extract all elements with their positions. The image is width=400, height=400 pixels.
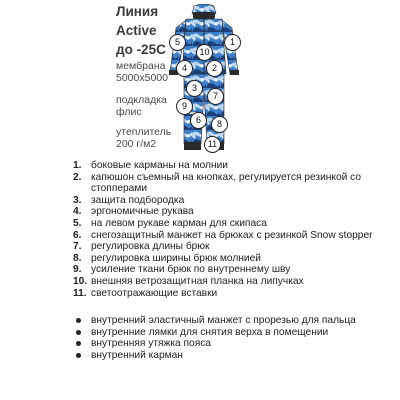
- bullet-icon: [76, 330, 81, 335]
- feature-number: 6.: [73, 229, 82, 241]
- feature-text: регулировка ширины брюк молнией: [91, 252, 261, 264]
- bullet-icon: [76, 353, 81, 358]
- extras-item: [73, 327, 398, 339]
- extras-item: [73, 350, 398, 362]
- extras-text: внутренний эластичный манжет с прорезью для пальца: [91, 315, 356, 326]
- spec-insulation-label: утеплитель: [116, 126, 172, 138]
- feature-text: на левом рукаве карман для скипаса: [91, 217, 267, 229]
- feature-text: внешняя ветрозащитная планка на липучках: [91, 275, 304, 287]
- title-line-2: Active: [116, 23, 157, 38]
- callout-9: 9: [176, 98, 193, 115]
- extras-item: [73, 338, 398, 350]
- feature-number: 3.: [73, 194, 82, 206]
- spec-lining-value: флис: [116, 106, 142, 118]
- feature-text: эргономичные рукава: [91, 206, 194, 218]
- feature-item: [73, 276, 398, 288]
- extras-list: [73, 315, 398, 361]
- extras-text: внутренний карман: [91, 349, 183, 361]
- feature-number: 10.: [73, 275, 88, 287]
- feature-text: регулировка длины брюк: [91, 241, 210, 253]
- callout-11: 11: [204, 136, 221, 153]
- product-line-title: [116, 2, 166, 59]
- feature-item: [73, 253, 398, 265]
- callout-4: 4: [176, 60, 193, 77]
- feature-item: [73, 230, 398, 242]
- extras-item: [73, 315, 398, 327]
- title-line-3: до -25С: [116, 42, 166, 57]
- feature-item: [73, 264, 398, 276]
- spec-membrane: [116, 60, 168, 84]
- callout-1: 1: [224, 34, 241, 51]
- extras-text: внутренняя утяжка пояса: [91, 338, 211, 350]
- callout-5: 5: [169, 34, 186, 51]
- spec-lining: [116, 94, 167, 118]
- feature-number: 4.: [73, 206, 82, 218]
- feature-number: 2.: [73, 171, 82, 183]
- feature-item: [73, 288, 398, 300]
- feature-list: [73, 160, 398, 299]
- feature-text: светоотражающие вставки: [91, 287, 218, 299]
- title-line-1: Линия: [116, 4, 159, 19]
- feature-text: защита подбородка: [91, 194, 185, 206]
- right-cuff: [230, 70, 239, 75]
- callout-2: 2: [206, 60, 223, 77]
- feature-item: [73, 160, 398, 172]
- feature-item: [73, 172, 398, 195]
- feature-number: 7.: [73, 241, 82, 253]
- collar: [193, 12, 215, 19]
- feature-text: усиление ткани брюк по внутреннему шву: [91, 264, 291, 276]
- bullet-icon: [76, 341, 81, 346]
- feature-number: 9.: [73, 264, 82, 276]
- callout-6: 6: [190, 112, 207, 129]
- feature-number: 5.: [73, 217, 82, 229]
- snowsuit-illustration: [164, 4, 244, 152]
- spec-insulation: [116, 126, 171, 150]
- left-pant-cuff: [184, 142, 201, 150]
- feature-text: капюшон съемный на кнопках, регулируется резинкой со стопперами: [91, 171, 362, 195]
- spec-lining-label: подкладка: [116, 94, 167, 106]
- callout-10: 10: [196, 44, 213, 61]
- extras-text: внутренние лямки для снятия верха в помещении: [91, 326, 329, 338]
- feature-item: [73, 206, 398, 218]
- callout-8: 8: [211, 116, 228, 133]
- feature-item: [73, 241, 398, 253]
- bullet-icon: [76, 318, 81, 323]
- spec-membrane-value: 5000х5000: [116, 72, 168, 84]
- feature-item: [73, 195, 398, 207]
- feature-number: 8.: [73, 252, 82, 264]
- feature-number: 11.: [73, 287, 87, 299]
- feature-item: [73, 218, 398, 230]
- feature-text: снегозащитный манжет на брюках с резинкой Snow stopper: [91, 229, 373, 241]
- spec-membrane-label: мембрана: [116, 60, 166, 72]
- feature-number: 1.: [73, 160, 82, 171]
- callout-3: 3: [186, 80, 203, 97]
- callout-7: 7: [207, 88, 224, 105]
- spec-insulation-value: 200 г/м2: [116, 138, 157, 150]
- snowsuit-drawing: [164, 4, 244, 152]
- feature-text: боковые карманы на молнии: [91, 160, 228, 171]
